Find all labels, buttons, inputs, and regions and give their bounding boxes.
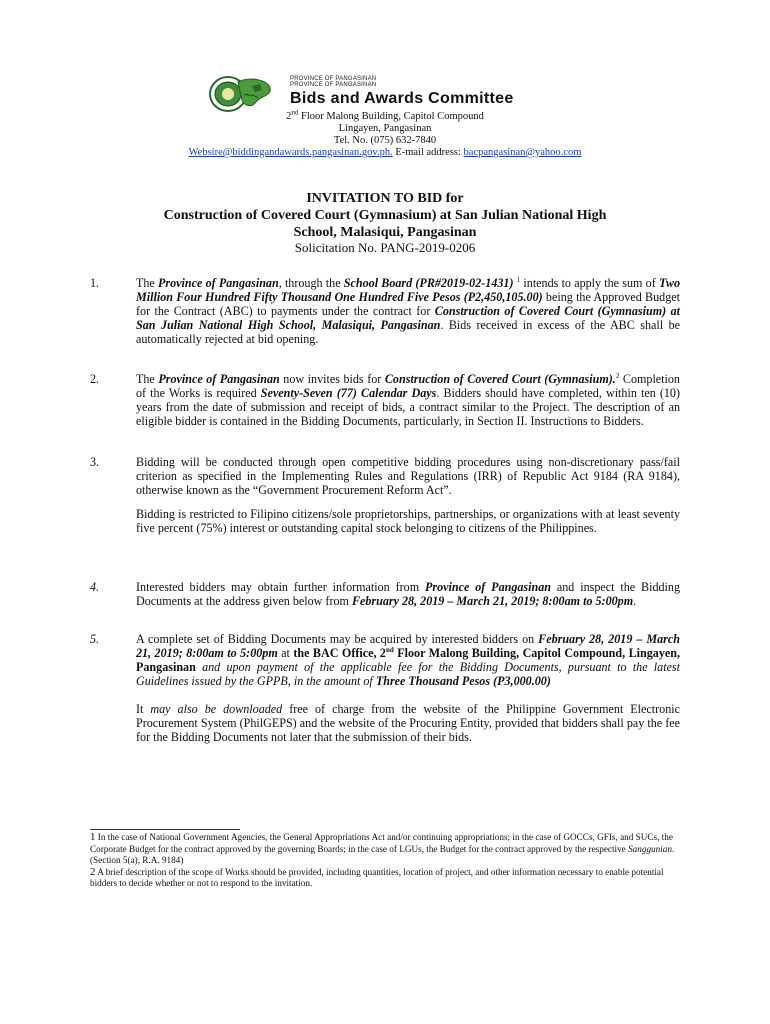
paragraph: Bidding is restricted to Filipino citizens/sole proprietorships, partnerships, or organizations with at least seventy five percent (75%) interest or outstanding capital stock belonging to citizens of the Philippines.	[136, 507, 680, 535]
address-line-1	[0, 108, 770, 123]
item-body	[136, 372, 680, 428]
floor-number: 2	[286, 111, 292, 122]
floor-suffix: nd	[291, 108, 299, 117]
paragraph	[136, 580, 680, 608]
text: Two Million Four Hundred Fifty Thousand One Hundred Five Pesos (P2,450,105.00)	[136, 276, 681, 304]
list-item	[90, 632, 680, 754]
item-number: 2.	[90, 372, 100, 386]
paragraph	[136, 632, 680, 688]
footnote-divider	[90, 829, 240, 830]
email-label: E-mail address:	[392, 147, 464, 158]
item-number: 3.	[90, 455, 100, 469]
text: Province of Pangasinan	[425, 580, 551, 594]
text: The	[136, 372, 159, 386]
footnote-ref: 2	[615, 371, 620, 380]
footnotes	[90, 832, 680, 890]
list-item	[90, 372, 680, 438]
footnote-2	[90, 867, 680, 890]
text: Floor Malong Building, Capitol Compound, Lingayen, Pangasinan	[136, 646, 680, 674]
list-item	[90, 455, 680, 545]
text: may also be downloaded	[150, 702, 283, 716]
title-line-2: Construction of Covered Court (Gymnasium) at San Julian National High	[163, 208, 607, 223]
footnote-mark: 2	[90, 865, 96, 878]
item-body	[136, 580, 680, 608]
committee-brand	[290, 76, 514, 107]
text: free of charge from the website of the Philippine Government Electronic Procurement System (PhilGEPS) and the website of the Procuring Entity, provided that bidders shall pay the fee for the Bidding Documents not later that the submission of their bids.	[136, 702, 680, 744]
paragraph: Bidding will be conducted through open competitive bidding procedures using non-discretionary pass/fail criterion as specified in the Implementing Rules and Regulations (IRR) of Republic Act 9184 (RA 9184), otherwise known as the “Government Procurement Reform Act”.	[136, 455, 680, 497]
building-name: Floor Malong Building, Capitol Compound	[298, 111, 484, 122]
item-body	[136, 276, 680, 346]
text: February 28, 2019 – March 21, 2019; 8:00am to 5:00pm	[136, 632, 680, 660]
brand-small-line-2: PROVINCE OF PANGASINAN	[290, 82, 377, 88]
paragraph	[136, 276, 680, 346]
item-body	[136, 632, 680, 744]
address-line-2: Lingayen, Pangasinan	[338, 123, 432, 134]
text: February 28, 2019 – March 21, 2019; 8:00am to 5:00pm	[351, 594, 634, 608]
text: Province of Pangasinan	[158, 372, 280, 386]
text: The	[136, 276, 159, 290]
text: Construction of Covered Court (Gymnasium).	[384, 372, 616, 386]
superscript: nd	[385, 645, 394, 654]
list-item	[90, 276, 680, 356]
text: It	[136, 702, 151, 716]
contact-line	[0, 147, 770, 159]
text: Three Thousand Pesos (P3,000.00)	[375, 674, 551, 688]
paragraph	[136, 702, 680, 744]
committee-name: Bids and Awards Committee	[290, 90, 514, 107]
text: Interested bidders may obtain further information from	[136, 580, 426, 594]
text: In the case of National Government Agencies, the General Appropriations Act and/or continuing appropriations; in the case of GOCCs, GFIs, and SUCs, the Corporate Budget for the contract approved by the governing Boards; in the case of LGUs, the Budget for the contract approved by the respective	[90, 832, 673, 854]
item-number: 4.	[90, 580, 100, 594]
text: A brief description of the scope of Works should be provided, including quantities, location of project, and other information necessary to enable potential bidders to decide whether or not to respond to the invitation.	[90, 866, 664, 888]
text: Sanggunian	[628, 843, 672, 854]
text: Completion of the Works is required	[136, 372, 680, 400]
text: . Bidders should have completed, within ten (10) years from the date of submission and receipt of bids, a contract similar to the Project. The description of an eligible bidder is contained in the Bidding Documents, particularly, in Section II. Instructions to Bidders.	[136, 386, 680, 428]
text: at	[277, 646, 294, 660]
provincial-seal-logo	[208, 74, 288, 112]
office-address	[0, 108, 770, 159]
item-number: 1.	[90, 276, 100, 290]
text: , through the	[278, 276, 344, 290]
text: now invites bids for	[279, 372, 385, 386]
title-line-1: INVITATION TO BID for	[306, 191, 464, 206]
text: Construction of Covered Court (Gymnasium) at San Julian National High School, Malasiqui, Pangasinan	[136, 304, 680, 332]
paragraph	[136, 372, 680, 428]
title-line-3: School, Malasiqui, Pangasinan	[293, 225, 477, 240]
text: . Bids received in excess of the ABC shall be automatically rejected at bid opening.	[136, 318, 681, 346]
telephone-line: Tel. No. (075) 632-7840	[333, 135, 437, 146]
solicitation-number: Solicitation No. PANG-2019-0206	[294, 240, 476, 255]
text: the BAC Office, 2	[293, 646, 386, 660]
website-link[interactable]: Websire@biddingandawards.pangasinan.gov.ph.	[188, 147, 393, 158]
text: and upon payment of the applicable fee for the Bidding Documents, pursuant to the latest Guidelines issued by the GPPB, in the amount of	[136, 660, 680, 688]
text: intends to apply the sum of	[520, 276, 659, 290]
item-number: 5.	[90, 632, 100, 646]
document-title	[0, 190, 770, 241]
text: Seventy-Seven (77) Calendar Days	[260, 386, 437, 400]
letterhead	[208, 72, 568, 112]
text: and inspect the Bidding Documents at the address given below from	[136, 580, 680, 608]
brand-small-line: PROVINCE OF PANGASINAN	[290, 76, 377, 82]
footnote-ref: 1	[516, 275, 521, 284]
footnote-1	[90, 832, 680, 867]
text: . (Section 5(a), R.A. 9184)	[90, 843, 675, 865]
item-body	[136, 455, 680, 535]
text: .	[633, 594, 637, 608]
text: Province of Pangasinan	[158, 276, 279, 290]
footnote-mark: 1	[90, 831, 96, 843]
list-item	[90, 580, 680, 618]
text: School Board (PR#2019-02-1431)	[343, 276, 514, 290]
text: A complete set of Bidding Documents may be acquired by interested bidders on	[136, 632, 539, 646]
email-link[interactable]: bacpangasinan@yahoo.com	[463, 147, 582, 158]
text: being the Approved Budget for the Contract (ABC) to payments under the contract for	[136, 290, 680, 318]
